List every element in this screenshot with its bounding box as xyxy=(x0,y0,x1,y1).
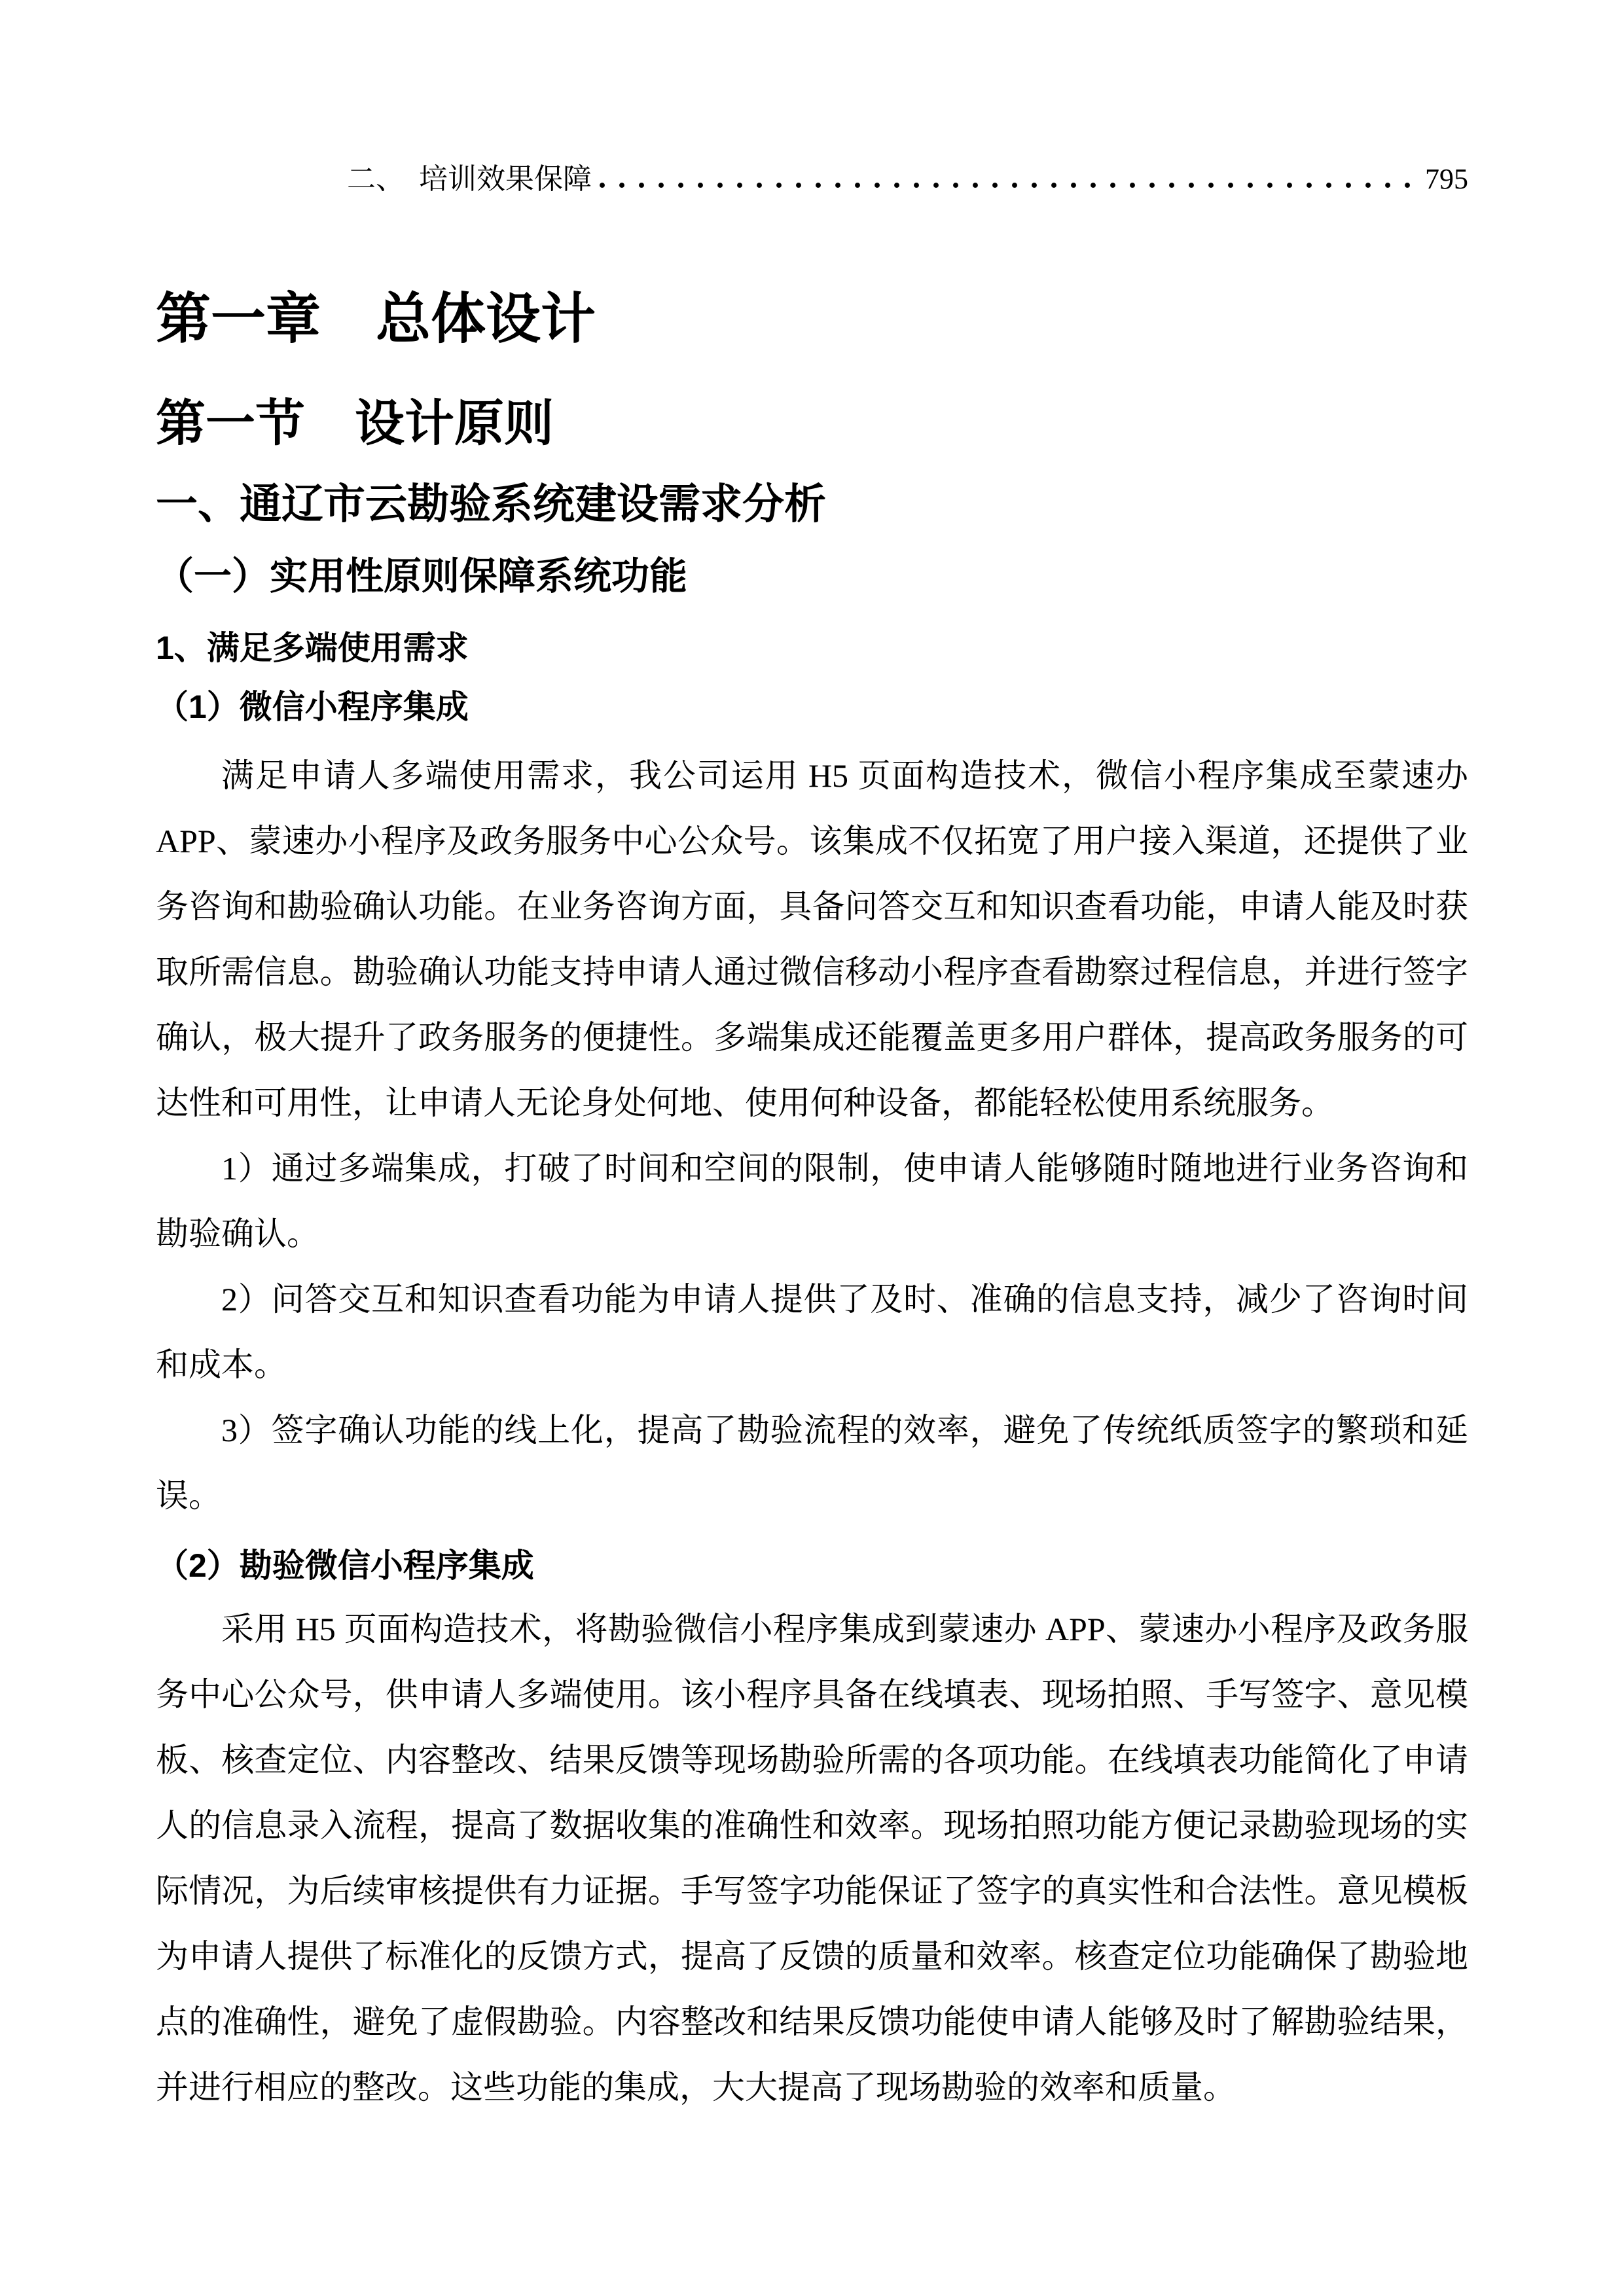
toc-page-number: 795 xyxy=(1425,163,1468,195)
body-paragraph: 满足申请人多端使用需求，我公司运用 H5 页面构造技术，微信小程序集成至蒙速办APP、蒙速办小程序及政务服务中心公众号。该集成不仅拓宽了用户接入渠道，还提供了业务咨询和勘验确认功能。在业务咨询方面，具备问答交互和知识查看功能，申请人能及时获取所需信息。勘验确认功能支持申请人通过微信移动小程序查看勘察过程信息，并进行签字确认，极大提升了政务服务的便捷性。多端集成还能覆盖更多用户群体，提高政务服务的可达性和可用性，让申请人无论身处何地、使用何种设备，都能轻松使用系统服务。 xyxy=(156,757,1468,1121)
inspection-miniprogram-integration-heading: （2）勘验微信小程序集成 xyxy=(156,1547,534,1584)
body-paragraph: 2）问答交互和知识查看功能为申请人提供了及时、准确的信息支持，减少了咨询时间和成本。 xyxy=(156,1281,1468,1383)
section-heading: 第一节 设计原则 xyxy=(156,397,554,452)
toc-entry-label: 二、 培训效果保障 xyxy=(347,163,592,195)
wechat-miniprogram-integration-heading: （1）微信小程序集成 xyxy=(156,689,469,725)
requirement-analysis-heading: 一、通辽市云勘验系统建设需求分析 xyxy=(156,481,826,528)
toc-dot-leader xyxy=(598,178,1415,188)
toc-entry xyxy=(347,160,1468,198)
practicality-principle-heading: （一）实用性原则保障系统功能 xyxy=(156,555,688,598)
multi-terminal-needs-heading: 1、满足多端使用需求 xyxy=(156,630,469,666)
body-paragraph: 3）签字确认功能的线上化，提高了勘验流程的效率，避免了传统纸质签字的繁琐和延误。 xyxy=(156,1412,1468,1514)
body-paragraph: 采用 H5 页面构造技术，将勘验微信小程序集成到蒙速办 APP、蒙速办小程序及政务服务中心公众号，供申请人多端使用。该小程序具备在线填表、现场拍照、手写签字、意见模板、核查定位、内容整改、结果反馈等现场勘验所需的各项功能。在线填表功能简化了申请人的信息录入流程，提高了数据收集的准确性和效率。现场拍照功能方便记录勘验现场的实际情况，为后续审核提供有力证据。手写签字功能保证了签字的真实性和合法性。意见模板为申请人提供了标准化的反馈方式，提高了反馈的质量和效率。核查定位功能确保了勘验地点的准确性，避免了虚假勘验。内容整改和结果反馈功能使申请人能够及时了解勘验结果，并进行相应的整改。这些功能的集成，大大提高了现场勘验的效率和质量。 xyxy=(156,1611,1468,2106)
chapter-heading: 第一章 总体设计 xyxy=(156,289,596,350)
body-paragraph: 1）通过多端集成，打破了时间和空间的限制，使申请人能够随时随地进行业务咨询和勘验确认。 xyxy=(156,1150,1468,1252)
